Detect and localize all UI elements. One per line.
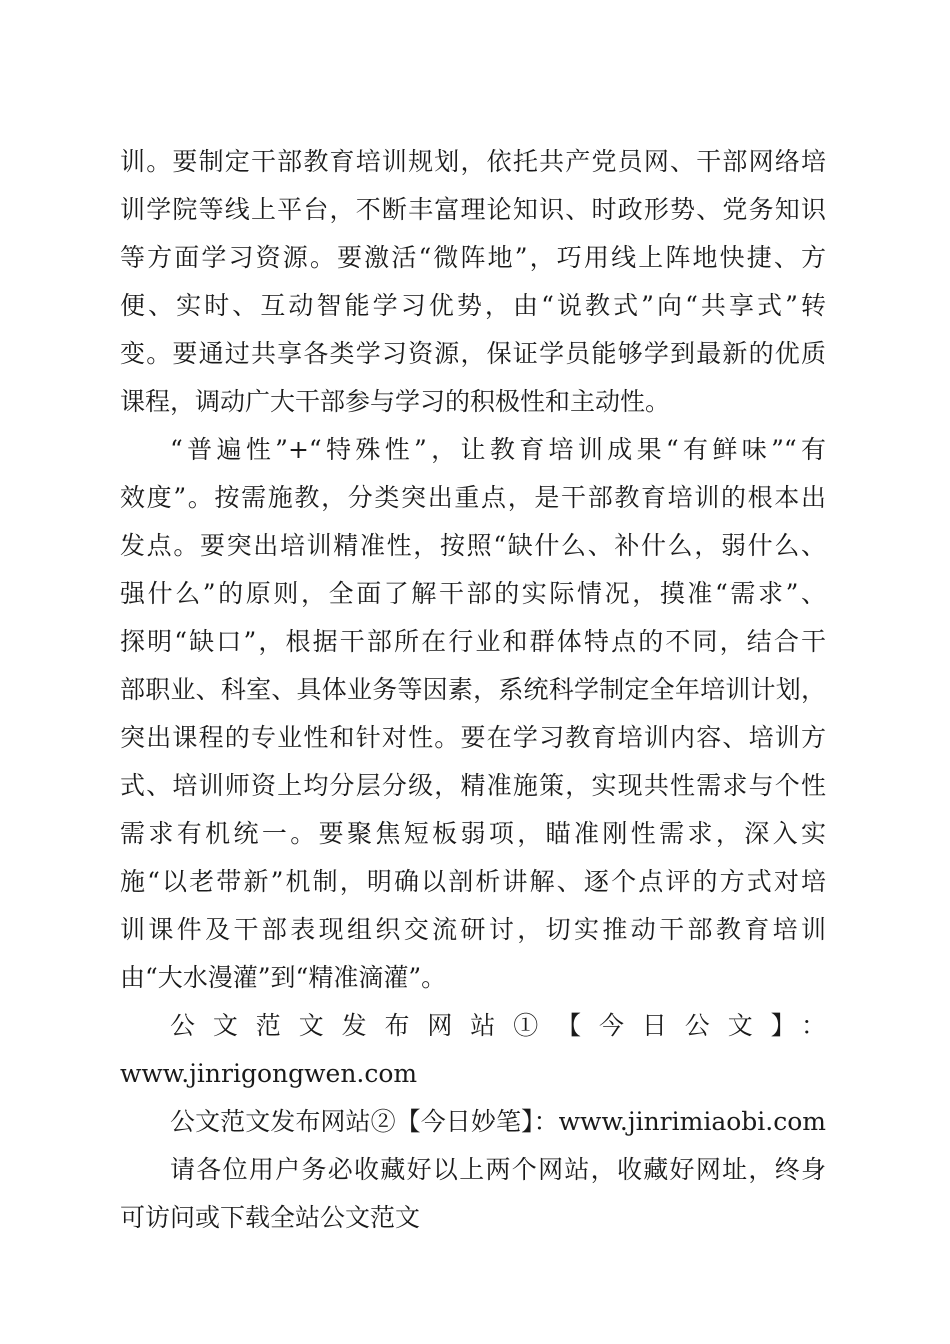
- paragraph-2-line-2: 效度”。按需施教，分类突出重点，是干部教育培训的根本出: [120, 483, 826, 512]
- website-2-line[interactable]: 公文范文发布网站②【今日妙笔】：www.jinrimiaobi.com: [170, 1107, 826, 1136]
- paragraph-1-line-3: 等方面学习资源。要激活“微阵地”，巧用线上阵地快捷、方: [120, 243, 826, 272]
- paragraph-2-line-1: “普遍性”+“特殊性”，让教育培训成果“有鲜味”“有: [170, 435, 826, 464]
- paragraph-2-line-8: 式、培训师资上均分层分级，精准施策，实现共性需求与个性: [120, 771, 826, 800]
- paragraph-2-line-11: 训课件及干部表现组织交流研讨，切实推动干部教育培训: [120, 915, 826, 944]
- paragraph-2-line-4: 强什么”的原则，全面了解干部的实际情况，摸准“需求”、: [120, 579, 826, 608]
- paragraph-2-line-3: 发点。要突出培训精准性，按照“缺什么、补什么，弱什么、: [120, 531, 826, 560]
- website-1-label: 公文范文发布网站①【今日公文】：: [170, 1011, 826, 1040]
- paragraph-1-line-6: 课程，调动广大干部参与学习的积极性和主动性。: [120, 387, 671, 416]
- closing-notice-line-2: 可访问或下载全站公文范文: [120, 1203, 421, 1232]
- paragraph-1-line-1: 训。要制定干部教育培训规划，依托共产党员网、干部网络培: [120, 147, 826, 176]
- paragraph-1-line-5: 变。要通过共享各类学习资源，保证学员能够学到最新的优质: [120, 339, 826, 368]
- paragraph-2-line-12: 由“大水漫灌”到“精准滴灌”。: [120, 963, 447, 992]
- paragraph-2-line-9: 需求有机统一。要聚焦短板弱项，瞄准刚性需求，深入实: [120, 819, 826, 848]
- paragraph-2-line-6: 部职业、科室、具体业务等因素，系统科学制定全年培训计划，: [120, 675, 826, 704]
- paragraph-2-line-5: 探明“缺口”，根据干部所在行业和群体特点的不同，结合干: [120, 627, 826, 656]
- paragraph-1-line-4: 便、实时、互动智能学习优势，由“说教式”向“共享式”转: [120, 291, 826, 320]
- paragraph-1-line-2: 训学院等线上平台，不断丰富理论知识、时政形势、党务知识: [120, 195, 826, 224]
- paragraph-2-line-7: 突出课程的专业性和针对性。要在学习教育培训内容、培训方: [120, 723, 826, 752]
- website-1-url[interactable]: www.jinrigongwen.com: [120, 1059, 418, 1088]
- closing-notice-line-1: 请各位用户务必收藏好以上两个网站，收藏好网址，终身: [170, 1155, 826, 1184]
- paragraph-2-line-10: 施“以老带新”机制，明确以剖析讲解、逐个点评的方式对培: [120, 867, 826, 896]
